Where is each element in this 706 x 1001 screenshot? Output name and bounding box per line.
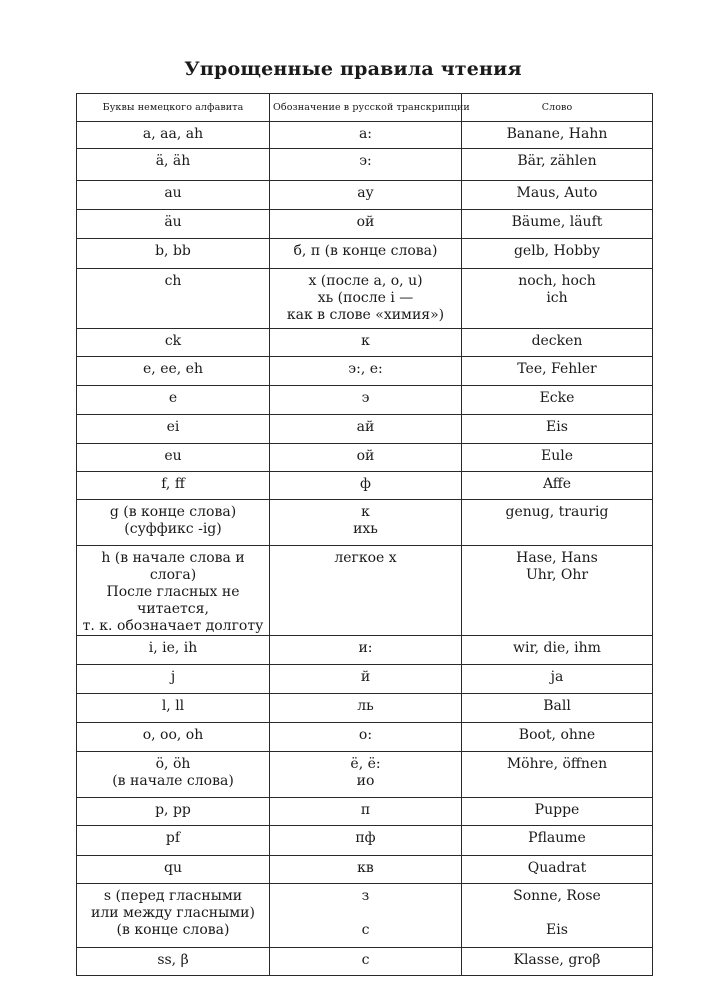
cell-text: äu	[164, 214, 182, 230]
cell-text: Boot, ohne	[518, 727, 596, 743]
cell-text: Tee, Fehler	[517, 361, 597, 377]
cell-text: э	[361, 390, 370, 406]
cell-text: ф	[360, 476, 371, 492]
table-row	[77, 239, 653, 269]
cell-text: к	[361, 504, 370, 520]
transcription-cell	[270, 546, 462, 636]
transcription-cell	[270, 636, 462, 665]
german-letters-cell	[77, 149, 270, 181]
cell-text: Eis	[546, 922, 568, 938]
transcription-cell	[270, 752, 462, 798]
transcription-cell	[270, 472, 462, 500]
transcription-cell	[270, 210, 462, 239]
german-letters-cell	[77, 723, 270, 752]
cell-text: decken	[531, 333, 583, 349]
table-row	[77, 826, 653, 856]
cell-text: Eis	[546, 419, 568, 435]
cell-text: Sonne, Rose	[513, 888, 601, 904]
cell-text: wir, die, ihm	[513, 640, 601, 656]
german-letters-cell	[77, 122, 270, 149]
cell-text: ау	[357, 185, 374, 201]
cell-text: ss, β	[157, 952, 189, 968]
transcription-cell	[270, 149, 462, 181]
table-row	[77, 798, 653, 826]
cell-text: э:	[359, 153, 372, 169]
word-cell	[462, 415, 653, 444]
cell-text: genug, traurig	[505, 504, 609, 520]
cell-text: qu	[164, 860, 182, 876]
table-body	[77, 122, 653, 976]
german-letters-cell	[77, 472, 270, 500]
cell-text: j	[170, 669, 176, 685]
word-cell	[462, 856, 653, 884]
cell-text: Puppe	[534, 802, 580, 818]
table-row	[77, 500, 653, 546]
cell-text: Quadrat	[527, 860, 587, 876]
cell-text: кв	[357, 860, 374, 876]
cell-spacer	[273, 905, 458, 922]
cell-text: Eule	[541, 448, 573, 464]
page-title: Упрощенные правила чтения	[184, 58, 522, 80]
header-word: Слово	[462, 94, 653, 122]
cell-text: g (в конце слова)	[109, 504, 237, 520]
word-cell	[462, 210, 653, 239]
cell-text: h (в начале слова и слога)	[101, 550, 245, 583]
cell-text: e	[168, 390, 178, 406]
cell-text: Banane, Hahn	[506, 126, 608, 142]
cell-text: f, ff	[161, 476, 185, 492]
cell-text: с	[361, 922, 370, 938]
cell-text: или между гласными)	[91, 905, 255, 921]
word-cell	[462, 546, 653, 636]
german-letters-cell	[77, 329, 270, 357]
table-row	[77, 181, 653, 210]
word-cell	[462, 665, 653, 694]
table-row	[77, 444, 653, 472]
cell-text: pf	[165, 830, 181, 846]
german-letters-cell	[77, 826, 270, 856]
cell-text: Hase, Hans	[516, 550, 598, 566]
cell-text: gelb, Hobby	[513, 243, 601, 259]
transcription-cell	[270, 826, 462, 856]
cell-text: Uhr, Ohr	[525, 567, 589, 583]
german-letters-cell	[77, 798, 270, 826]
table-row	[77, 269, 653, 329]
cell-text: п	[360, 802, 371, 818]
table-row	[77, 122, 653, 149]
word-cell	[462, 329, 653, 357]
cell-text: легкое х	[334, 550, 397, 566]
german-letters-cell	[77, 357, 270, 386]
transcription-cell	[270, 122, 462, 149]
word-cell	[462, 444, 653, 472]
german-letters-cell	[77, 752, 270, 798]
german-letters-cell	[77, 884, 270, 948]
table-row	[77, 386, 653, 415]
transcription-cell	[270, 948, 462, 976]
cell-text: au	[164, 185, 182, 201]
cell-text: й	[360, 669, 371, 685]
cell-text: b, bb	[155, 243, 191, 259]
table-row	[77, 329, 653, 357]
table-header	[77, 94, 653, 122]
table-row	[77, 948, 653, 976]
table-row	[77, 665, 653, 694]
cell-text: б, п (в конце слова)	[293, 243, 438, 259]
cell-text: ль	[357, 698, 374, 714]
cell-text: как в слове «химия»)	[286, 307, 445, 323]
transcription-cell	[270, 665, 462, 694]
cell-text: (суффикс -ig)	[124, 521, 222, 537]
cell-text: Affe	[542, 476, 572, 492]
table-row	[77, 752, 653, 798]
transcription-cell	[270, 239, 462, 269]
german-letters-cell	[77, 948, 270, 976]
cell-text: Pflaume	[528, 830, 586, 846]
transcription-cell	[270, 723, 462, 752]
cell-text: a, aa, ah	[142, 126, 204, 142]
table-row	[77, 723, 653, 752]
table-row	[77, 636, 653, 665]
word-cell	[462, 826, 653, 856]
cell-text: х (после a, o, u)	[308, 273, 423, 289]
cell-text: ихь	[353, 521, 378, 537]
cell-text: Klasse, groβ	[513, 952, 601, 968]
word-cell	[462, 884, 653, 948]
cell-text: Maus, Auto	[516, 185, 598, 201]
word-cell	[462, 122, 653, 149]
table-row	[77, 884, 653, 948]
cell-text: ё, ё:	[350, 756, 381, 772]
german-letters-cell	[77, 415, 270, 444]
cell-text: p, pp	[155, 802, 191, 818]
cell-text: После гласных не читается,	[106, 584, 240, 617]
cell-text: s (перед гласными	[103, 888, 243, 904]
header-row	[77, 94, 653, 122]
transcription-cell	[270, 269, 462, 329]
cell-text: noch, hoch	[518, 273, 596, 289]
header-german-letters: Буквы немецкого алфавита	[77, 94, 270, 122]
cell-text: к	[361, 333, 370, 349]
cell-text: ck	[164, 333, 182, 349]
word-cell	[462, 472, 653, 500]
header-russian-transcription: Обозначение в русской транскрипции	[270, 94, 462, 122]
german-letters-cell	[77, 269, 270, 329]
cell-text: ja	[550, 669, 564, 685]
cell-text: хь (после i —	[317, 290, 414, 306]
cell-text: э:, e:	[348, 361, 383, 377]
word-cell	[462, 357, 653, 386]
cell-text: з	[361, 888, 370, 904]
german-letters-cell	[77, 386, 270, 415]
table-row	[77, 694, 653, 723]
transcription-cell	[270, 357, 462, 386]
cell-text: ä, äh	[155, 153, 191, 169]
cell-text: a:	[358, 126, 373, 142]
cell-text: eu	[164, 448, 182, 464]
cell-text: с	[361, 952, 370, 968]
cell-text: e, ee, eh	[143, 361, 203, 377]
cell-text: ио	[356, 773, 375, 789]
word-cell	[462, 386, 653, 415]
word-cell	[462, 636, 653, 665]
cell-text: (в начале слова)	[112, 773, 234, 789]
cell-text: Bäume, läuft	[511, 214, 603, 230]
cell-text: o:	[358, 727, 373, 743]
german-letters-cell	[77, 694, 270, 723]
transcription-cell	[270, 884, 462, 948]
cell-text: ой	[356, 448, 375, 464]
cell-text: ой	[356, 214, 375, 230]
table-row	[77, 546, 653, 636]
transcription-cell	[270, 181, 462, 210]
german-letters-cell	[77, 665, 270, 694]
cell-text: Möhre, öffnen	[506, 756, 608, 772]
word-cell	[462, 181, 653, 210]
table-row	[77, 210, 653, 239]
table-row	[77, 415, 653, 444]
cell-text: Ecke	[539, 390, 575, 406]
german-letters-cell	[77, 181, 270, 210]
cell-text: Ball	[543, 698, 571, 714]
cell-text: ö, öh	[155, 756, 191, 772]
german-letters-cell	[77, 444, 270, 472]
table-row	[77, 856, 653, 884]
cell-text: o, oo, oh	[142, 727, 204, 743]
word-cell	[462, 694, 653, 723]
table-row	[77, 357, 653, 386]
german-letters-cell	[77, 500, 270, 546]
word-cell	[462, 752, 653, 798]
cell-text: l, ll	[161, 698, 185, 714]
cell-text: ei	[166, 419, 180, 435]
transcription-cell	[270, 444, 462, 472]
word-cell	[462, 149, 653, 181]
german-letters-cell	[77, 856, 270, 884]
german-letters-cell	[77, 239, 270, 269]
word-cell	[462, 500, 653, 546]
table-row	[77, 472, 653, 500]
cell-text: пф	[355, 830, 376, 846]
word-cell	[462, 948, 653, 976]
german-letters-cell	[77, 210, 270, 239]
cell-text: ch	[164, 273, 182, 289]
transcription-cell	[270, 856, 462, 884]
transcription-cell	[270, 798, 462, 826]
cell-text: i, ie, ih	[148, 640, 198, 656]
german-letters-cell	[77, 636, 270, 665]
cell-text: ай	[356, 419, 375, 435]
reading-rules-table	[76, 93, 653, 976]
word-cell	[462, 269, 653, 329]
transcription-cell	[270, 415, 462, 444]
cell-text: т. к. обозначает долготу	[82, 618, 264, 634]
cell-text: и:	[358, 640, 373, 656]
table-row	[77, 149, 653, 181]
word-cell	[462, 723, 653, 752]
transcription-cell	[270, 329, 462, 357]
transcription-cell	[270, 694, 462, 723]
cell-text: Bär, zählen	[517, 153, 597, 169]
word-cell	[462, 798, 653, 826]
cell-text: (в конце слова)	[116, 922, 230, 938]
cell-text: ich	[546, 290, 568, 306]
german-letters-cell	[77, 546, 270, 636]
cell-spacer	[465, 905, 649, 922]
transcription-cell	[270, 386, 462, 415]
word-cell	[462, 239, 653, 269]
transcription-cell	[270, 500, 462, 546]
